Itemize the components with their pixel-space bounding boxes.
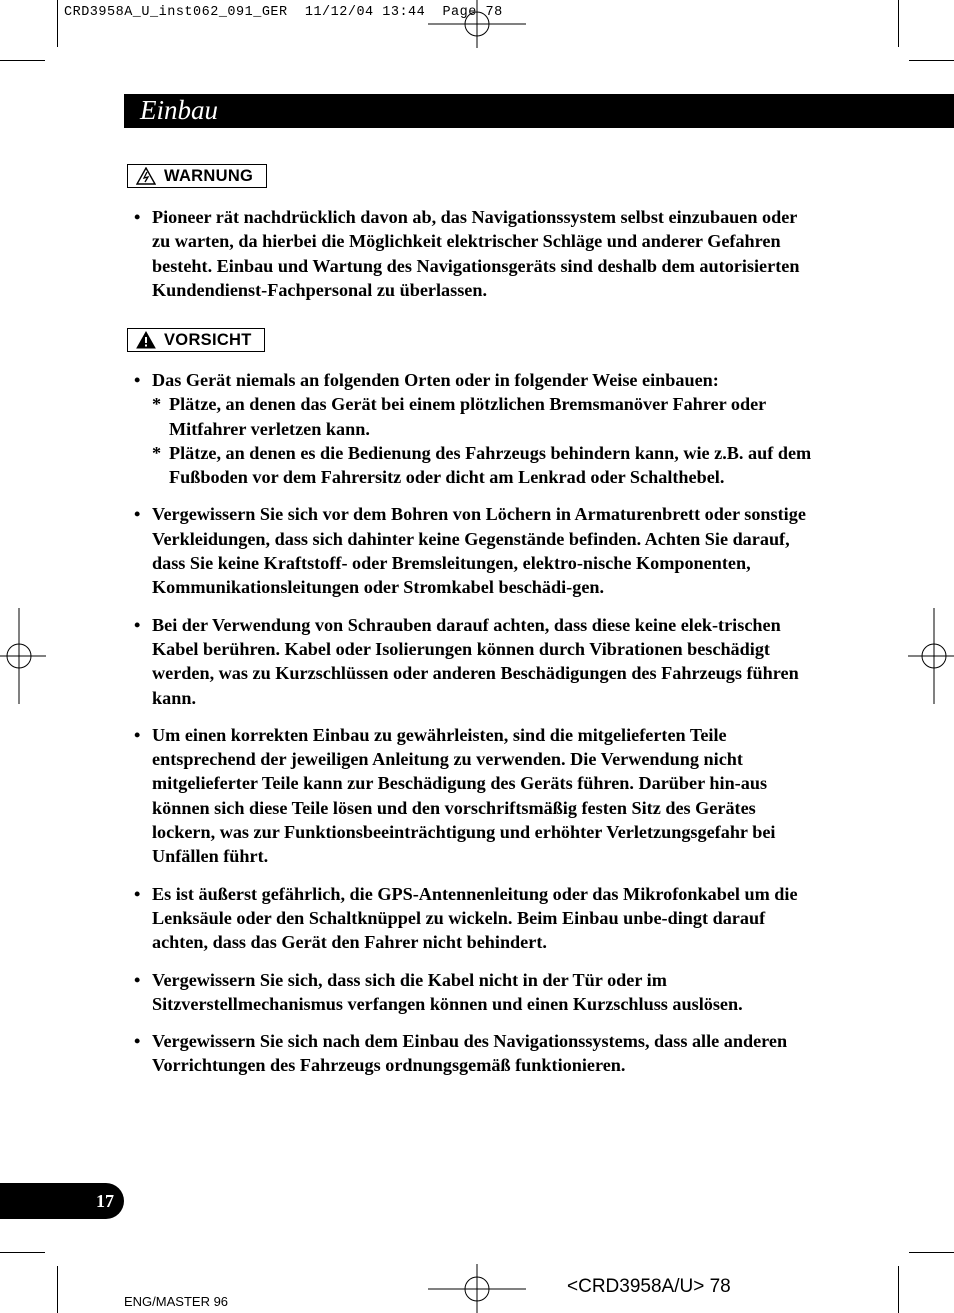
list-item: • Um einen korrekten Einbau zu gewährleisten, sind die mitgelieferten Teile entsprechend der jeweiligen Anleitung zu verwenden. Die Verwendung nicht mitgelieferter Teile kann zur Beschädigung des Geräts führen. Darüber hin-aus können sich diese Teile lösen und den vorschriftsmäßig festen Sitz des Gerätes lockern, was zur Funktionsbeeinträchtigung und erhöhter Verletzungsgefahr bei Unfällen führt. [134, 723, 814, 869]
caution-list [134, 368, 814, 1091]
footer-right: <CRD3958A/U> 78 [567, 1276, 731, 1297]
exclamation-warning-icon [136, 331, 156, 349]
list-item: • Bei der Verwendung von Schrauben darauf achten, dass diese keine elek-trischen Kabel berühren. Kabel oder Isolierungen können durch Vibrationen beschädigt werden, was zu Kurzschlüssen oder anderen Beschädigungen des Fahrzeugs führen kann. [134, 613, 814, 710]
crop-mark [57, 0, 58, 47]
sub-item-text: Plätze, an denen es die Bedienung des Fahrzeugs behindern kann, wie z.B. auf dem Fußboden vor dem Fahrersitz oder dicht am Lenkrad oder Schalthebel. [169, 442, 812, 488]
caution-label-box [127, 328, 265, 352]
warning-list [134, 205, 814, 315]
page-number: 17 [96, 1191, 114, 1211]
section-title-bar [124, 94, 954, 128]
list-item [134, 368, 814, 489]
list-item: • Es ist äußerst gefährlich, die GPS-Antennenleitung oder das Mikrofonkabel um die Lenksäule oder den Schaltknüppel zu wickeln. Beim Einbau unbe-dingt darauf achten, dass das Gerät den Fahrer nicht behindert. [134, 882, 814, 955]
page-number-tab [0, 1183, 124, 1219]
crop-mark [909, 1252, 954, 1253]
list-item: • Vergewissern Sie sich nach dem Einbau des Navigationssystems, dass alle anderen Vorrichtungen des Fahrzeugs ordnungsgemäß funktionieren. [134, 1029, 814, 1078]
footer-left: ENG/MASTER 96 [124, 1294, 229, 1309]
list-item: • Vergewissern Sie sich, dass sich die Kabel nicht in der Tür oder im Sitzverstellmechanismus verfangen können und einen Kurzschluss auslösen. [134, 968, 814, 1017]
warning-label: WARNUNG [164, 166, 254, 185]
crop-mark [898, 0, 899, 47]
sub-item [152, 441, 814, 490]
print-header: CRD3958A_U_inst062_091_GER 11/12/04 13:44 Page 78 [64, 5, 503, 20]
crop-mark [57, 1266, 58, 1313]
warning-label-box [127, 164, 267, 188]
electric-shock-warning-icon [136, 167, 156, 185]
crop-mark [0, 1252, 45, 1253]
caution-label: VORSICHT [164, 330, 252, 349]
list-item: • Pioneer rät nachdrücklich davon ab, das Navigationssystem selbst einzubauen oder zu warten, da hierbei die Möglichkeit elektrischer Schläge und anderer Gefahren besteht. Einbau und Wartung des Navigationsgeräts sind deshalb dem autorisierten Kundendienst-Fachpersonal zu überlassen. [134, 205, 814, 302]
registration-mark-right [906, 608, 954, 704]
registration-mark-left [0, 608, 48, 704]
list-item-text: • Das Gerät niemals an folgenden Orten oder in folgender Weise einbauen: [152, 370, 719, 390]
crop-mark [898, 1266, 899, 1313]
list-item: • Vergewissern Sie sich vor dem Bohren von Löchern in Armaturenbrett oder sonstige Verkleidungen, dass sich dahinter keine Gegenstände befinden. Achten Sie darauf, dass Sie keine Kraftstoff- oder Bremsleitungen, elektro-nische Komponenten, Kommunikationsleitungen oder Stromkabel beschädi-gen. [134, 502, 814, 599]
sub-item-text: Plätze, an denen das Gerät bei einem plötzlichen Bremsmanöver Fahrer oder Mitfahrer verletzen kann. [169, 394, 766, 439]
section-title: Einbau [140, 95, 218, 125]
sub-item [152, 392, 814, 441]
registration-mark-bottom [428, 1264, 528, 1313]
asterisk-marker: * [152, 394, 162, 415]
asterisk-marker: * [152, 442, 162, 463]
crop-mark [909, 60, 954, 61]
crop-mark [0, 60, 45, 61]
